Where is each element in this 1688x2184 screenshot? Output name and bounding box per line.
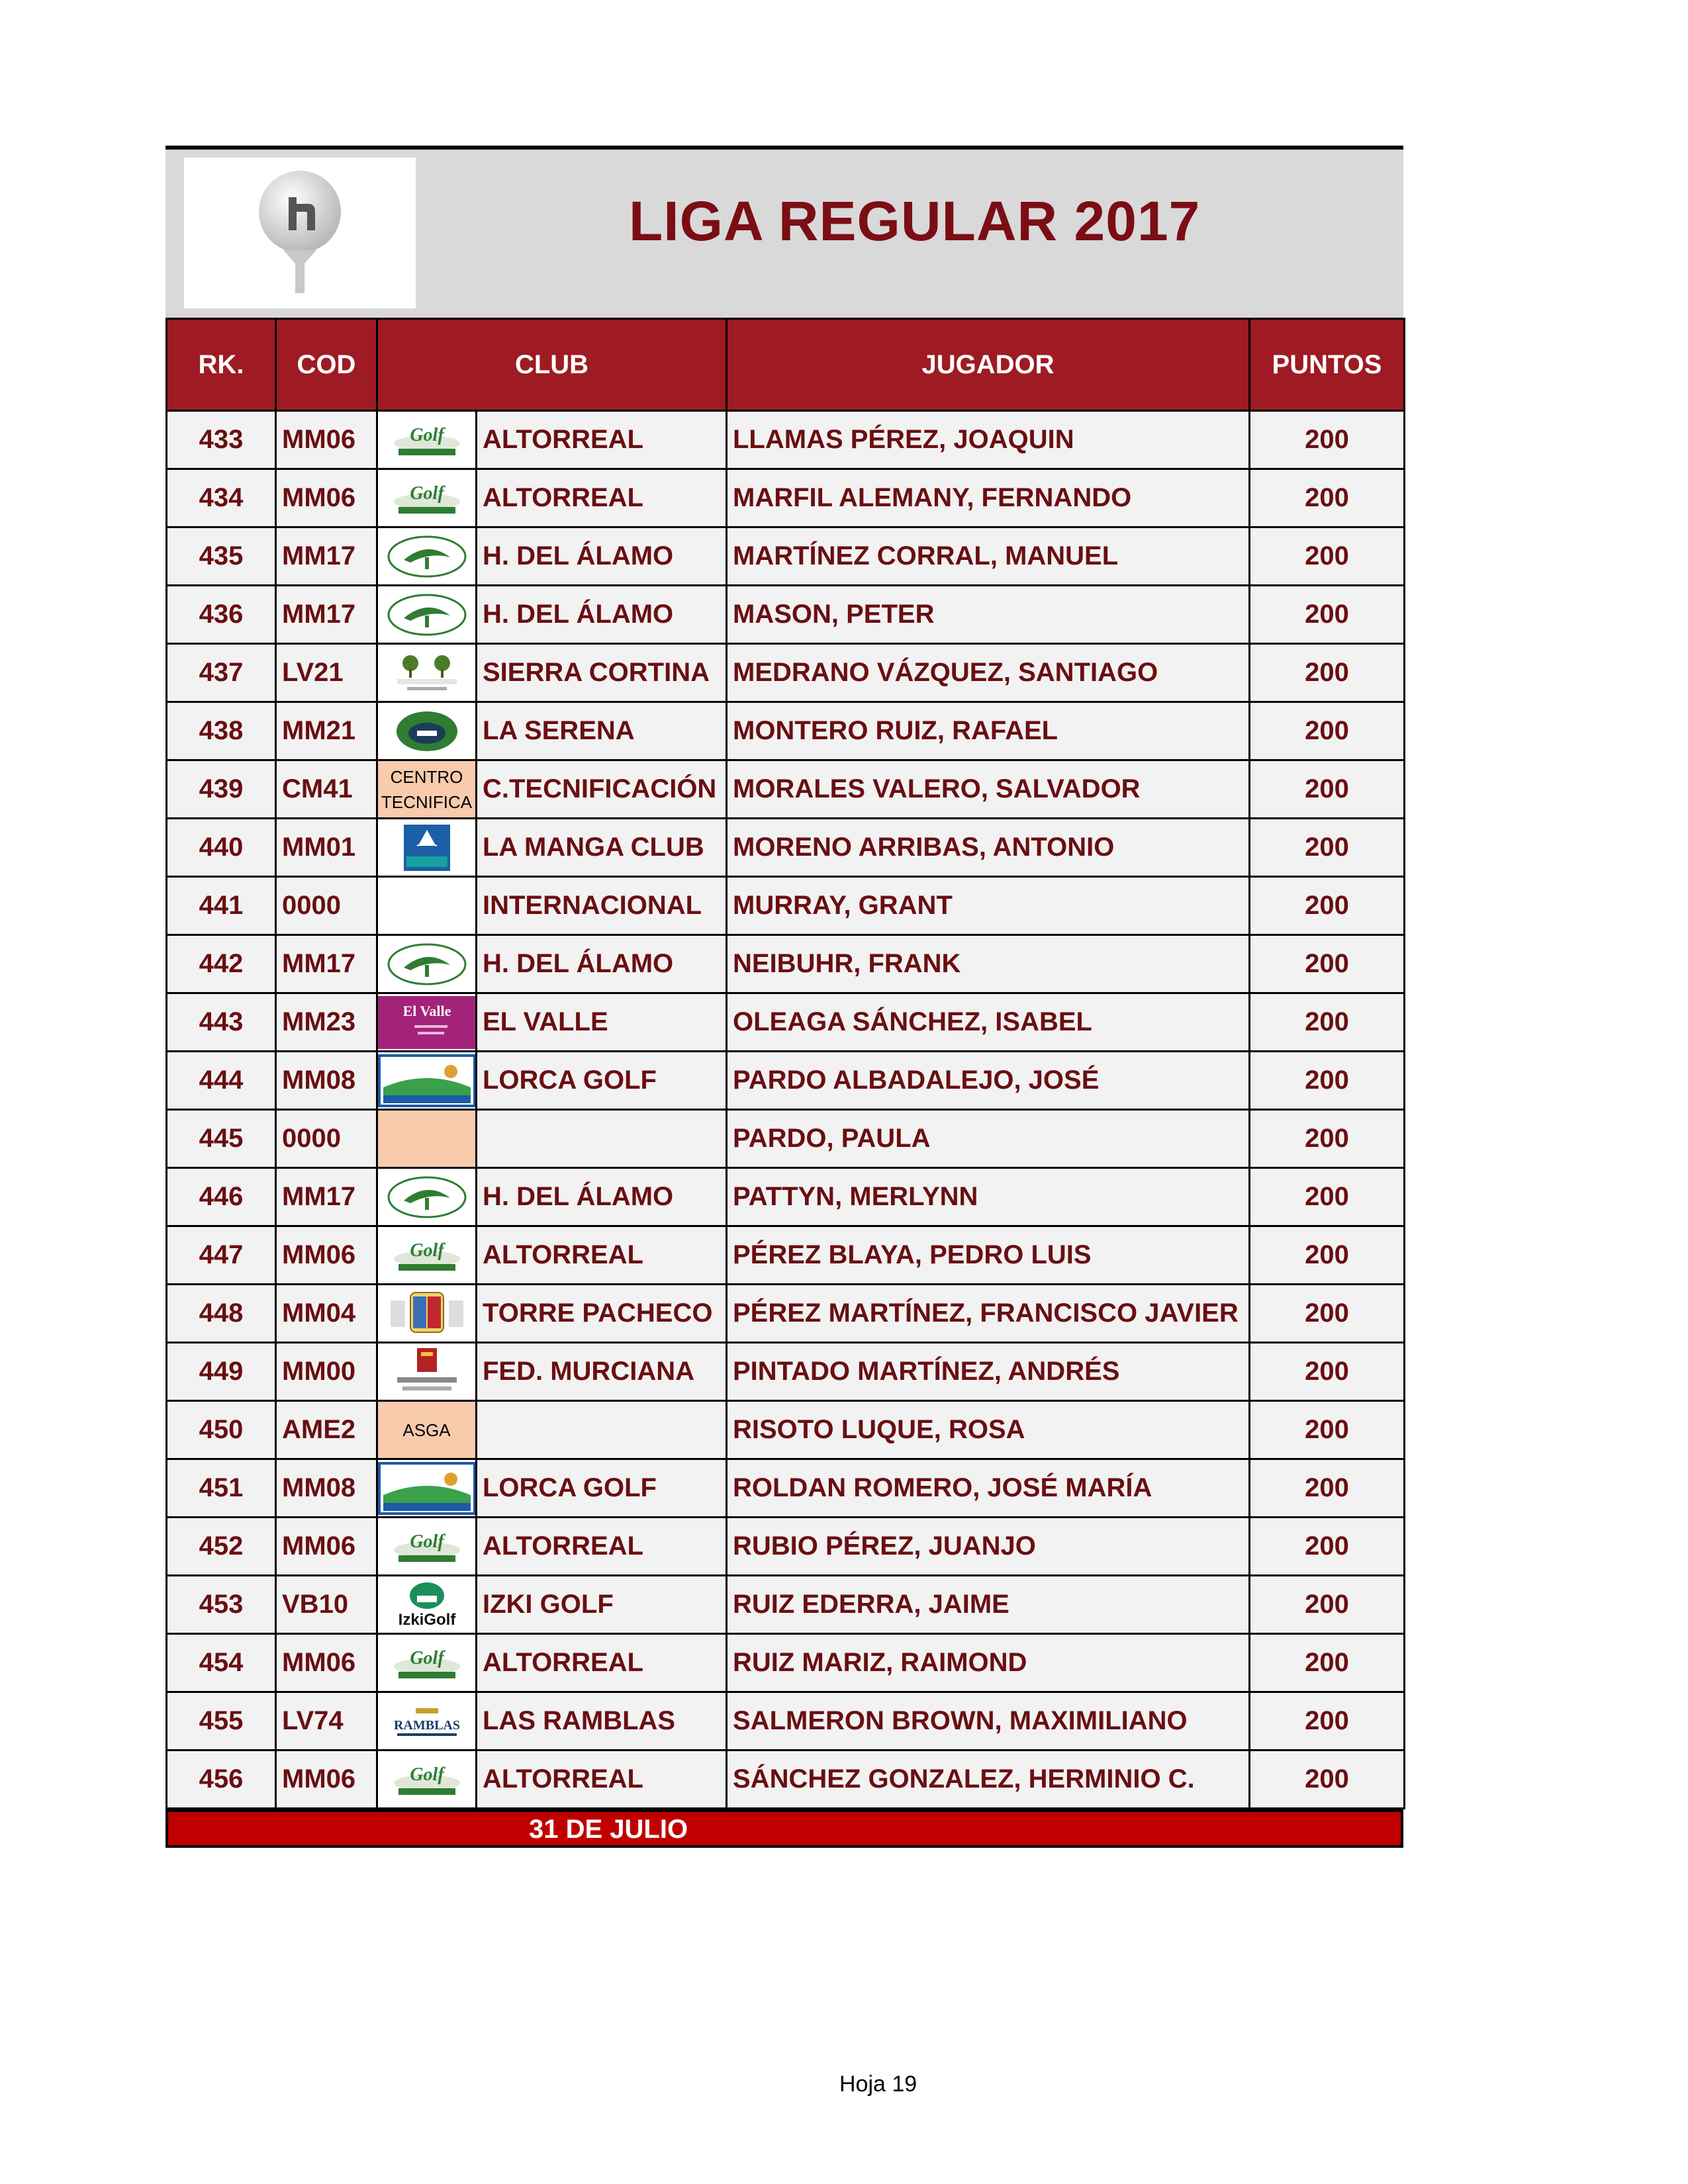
points-cell: 200 — [1250, 469, 1405, 527]
centro-line1: CENTRO — [390, 766, 463, 787]
player-cell: MONTERO RUIZ, RAFAEL — [727, 702, 1250, 760]
altorreal-word: Golf — [409, 424, 444, 445]
points-cell: 200 — [1250, 1226, 1405, 1285]
club-cell: IZKI GOLF — [477, 1576, 727, 1634]
club-cell: FED. MURCIANA — [477, 1343, 727, 1401]
la-manga-logo — [377, 819, 477, 877]
club-cell: ALTORREAL — [477, 1634, 727, 1692]
rank-cell: 450 — [167, 1401, 276, 1459]
player-cell: PATTYN, MERLYNN — [727, 1168, 1250, 1226]
torre-pacheco-logo — [377, 1285, 477, 1343]
player-cell: MORENO ARRIBAS, ANTONIO — [727, 819, 1250, 877]
header-rk: RK. — [167, 319, 276, 411]
points-cell: 200 — [1250, 1576, 1405, 1634]
club-cell: LAS RAMBLAS — [477, 1692, 727, 1751]
league-logo — [184, 158, 416, 308]
table-row — [167, 819, 1405, 877]
player-cell: RUBIO PÉREZ, JUANJO — [727, 1518, 1250, 1576]
rank-cell: 443 — [167, 993, 276, 1052]
player-cell: OLEAGA SÁNCHEZ, ISABEL — [727, 993, 1250, 1052]
points-cell: 200 — [1250, 1459, 1405, 1518]
code-cell: MM06 — [276, 1634, 377, 1692]
table-row — [167, 411, 1405, 469]
club-cell: H. DEL ÁLAMO — [477, 1168, 727, 1226]
header-club: CLUB — [377, 319, 727, 411]
las-ramblas-logo — [377, 1692, 477, 1751]
centro-line2: TECNIFICA — [381, 792, 473, 812]
altorreal-word: Golf — [409, 1764, 444, 1785]
table-body — [167, 411, 1405, 1809]
golf-ball-tee-icon — [184, 158, 416, 308]
club-cell — [477, 1401, 727, 1459]
lorca-logo — [377, 1052, 477, 1110]
code-cell: MM04 — [276, 1285, 377, 1343]
points-cell: 200 — [1250, 411, 1405, 469]
club-cell: LA SERENA — [477, 702, 727, 760]
table-row — [167, 1634, 1405, 1692]
points-cell: 200 — [1250, 993, 1405, 1052]
code-cell: MM17 — [276, 1168, 377, 1226]
ramblas-word: RAMBLAS — [393, 1717, 460, 1733]
footer-date-band — [165, 1809, 1403, 1848]
el-valle-word: El Valle — [402, 1002, 451, 1019]
player-cell: MORALES VALERO, SALVADOR — [727, 760, 1250, 819]
points-cell: 200 — [1250, 1168, 1405, 1226]
points-cell: 200 — [1250, 935, 1405, 993]
club-cell: SIERRA CORTINA — [477, 644, 727, 702]
points-cell: 200 — [1250, 702, 1405, 760]
player-cell: MARTÍNEZ CORRAL, MANUEL — [727, 527, 1250, 586]
la-serena-logo — [377, 702, 477, 760]
ranking-sheet — [165, 146, 1403, 1848]
code-cell: 0000 — [276, 877, 377, 935]
header-jugador: JUGADOR — [727, 319, 1250, 411]
code-cell: LV74 — [276, 1692, 377, 1751]
code-cell: 0000 — [276, 1110, 377, 1168]
ranking-table — [165, 318, 1405, 1809]
points-cell: 200 — [1250, 1343, 1405, 1401]
rank-cell: 435 — [167, 527, 276, 586]
player-cell: ROLDAN ROMERO, JOSÉ MARÍA — [727, 1459, 1250, 1518]
player-cell: SALMERON BROWN, MAXIMILIANO — [727, 1692, 1250, 1751]
altorreal-word: Golf — [409, 1647, 444, 1668]
altorreal-word: Golf — [409, 1240, 444, 1261]
club-cell: C.TECNIFICACIÓN — [477, 760, 727, 819]
club-cell: INTERNACIONAL — [477, 877, 727, 935]
title-band — [165, 146, 1403, 318]
club-cell: H. DEL ÁLAMO — [477, 527, 727, 586]
table-row — [167, 644, 1405, 702]
points-cell: 200 — [1250, 1692, 1405, 1751]
altorreal-logo — [377, 1634, 477, 1692]
rank-cell: 436 — [167, 586, 276, 644]
code-cell: VB10 — [276, 1576, 377, 1634]
rank-cell: 448 — [167, 1285, 276, 1343]
alamo-logo — [377, 586, 477, 644]
rank-cell: 449 — [167, 1343, 276, 1401]
club-cell: ALTORREAL — [477, 1751, 727, 1809]
rank-cell: 441 — [167, 877, 276, 935]
club-cell: ALTORREAL — [477, 1226, 727, 1285]
rank-cell: 451 — [167, 1459, 276, 1518]
points-cell: 200 — [1250, 527, 1405, 586]
table-row — [167, 1751, 1405, 1809]
el-valle-logo — [377, 993, 477, 1052]
header-puntos: PUNTOS — [1250, 319, 1405, 411]
rank-cell: 442 — [167, 935, 276, 993]
lorca-logo — [377, 1459, 477, 1518]
sierra-cortina-logo — [377, 644, 477, 702]
player-cell: PINTADO MARTÍNEZ, ANDRÉS — [727, 1343, 1250, 1401]
table-row — [167, 935, 1405, 993]
player-cell: NEIBUHR, FRANK — [727, 935, 1250, 993]
player-cell: LLAMAS PÉREZ, JOAQUIN — [727, 411, 1250, 469]
player-cell: MURRAY, GRANT — [727, 877, 1250, 935]
code-cell: MM06 — [276, 1226, 377, 1285]
player-cell: PARDO, PAULA — [727, 1110, 1250, 1168]
points-cell: 200 — [1250, 1518, 1405, 1576]
club-cell: LORCA GOLF — [477, 1459, 727, 1518]
code-cell: CM41 — [276, 760, 377, 819]
points-cell: 200 — [1250, 644, 1405, 702]
club-cell: LA MANGA CLUB — [477, 819, 727, 877]
table-row — [167, 527, 1405, 586]
table-row — [167, 469, 1405, 527]
rank-cell: 454 — [167, 1634, 276, 1692]
rank-cell: 437 — [167, 644, 276, 702]
rank-cell: 444 — [167, 1052, 276, 1110]
altorreal-logo — [377, 1751, 477, 1809]
alamo-logo — [377, 527, 477, 586]
table-row — [167, 1576, 1405, 1634]
player-cell: MASON, PETER — [727, 586, 1250, 644]
fed-murciana-logo — [377, 1343, 477, 1401]
rank-cell: 434 — [167, 469, 276, 527]
table-row — [167, 1110, 1405, 1168]
table-row — [167, 1285, 1405, 1343]
rank-cell: 453 — [167, 1576, 276, 1634]
rank-cell: 439 — [167, 760, 276, 819]
points-cell: 200 — [1250, 1285, 1405, 1343]
table-row — [167, 877, 1405, 935]
rank-cell: 456 — [167, 1751, 276, 1809]
points-cell: 200 — [1250, 760, 1405, 819]
club-cell — [477, 1110, 727, 1168]
table-row — [167, 1226, 1405, 1285]
altorreal-logo — [377, 1518, 477, 1576]
club-cell: ALTORREAL — [477, 1518, 727, 1576]
none — [377, 877, 477, 935]
table-row — [167, 1518, 1405, 1576]
code-cell: MM21 — [276, 702, 377, 760]
rank-cell: 438 — [167, 702, 276, 760]
rank-cell: 446 — [167, 1168, 276, 1226]
points-cell: 200 — [1250, 1634, 1405, 1692]
points-cell: 200 — [1250, 586, 1405, 644]
points-cell: 200 — [1250, 877, 1405, 935]
alamo-logo — [377, 935, 477, 993]
code-cell: MM06 — [276, 411, 377, 469]
centro-tecnifica-text — [377, 760, 477, 819]
izki-word: IzkiGolf — [398, 1610, 455, 1629]
rank-cell: 452 — [167, 1518, 276, 1576]
club-cell: H. DEL ÁLAMO — [477, 935, 727, 993]
rank-cell: 455 — [167, 1692, 276, 1751]
code-cell: MM00 — [276, 1343, 377, 1401]
rank-cell: 440 — [167, 819, 276, 877]
table-row — [167, 993, 1405, 1052]
alamo-logo — [377, 1168, 477, 1226]
table-row — [167, 1401, 1405, 1459]
player-cell: PARDO ALBADALEJO, JOSÉ — [727, 1052, 1250, 1110]
code-cell: MM17 — [276, 527, 377, 586]
table-row — [167, 1692, 1405, 1751]
table-row — [167, 1168, 1405, 1226]
player-cell: PÉREZ BLAYA, PEDRO LUIS — [727, 1226, 1250, 1285]
table-row — [167, 586, 1405, 644]
points-cell: 200 — [1250, 1401, 1405, 1459]
player-cell: MEDRANO VÁZQUEZ, SANTIAGO — [727, 644, 1250, 702]
player-cell: PÉREZ MARTÍNEZ, FRANCISCO JAVIER — [727, 1285, 1250, 1343]
code-cell: MM17 — [276, 935, 377, 993]
player-cell: MARFIL ALEMANY, FERNANDO — [727, 469, 1250, 527]
points-cell: 200 — [1250, 1110, 1405, 1168]
club-cell: LORCA GOLF — [477, 1052, 727, 1110]
club-cell: TORRE PACHECO — [477, 1285, 727, 1343]
code-cell: MM23 — [276, 993, 377, 1052]
code-cell: AME2 — [276, 1401, 377, 1459]
points-cell: 200 — [1250, 1751, 1405, 1809]
code-cell: MM17 — [276, 586, 377, 644]
table-row — [167, 1343, 1405, 1401]
table-row — [167, 1459, 1405, 1518]
table-row — [167, 1052, 1405, 1110]
club-cell: EL VALLE — [477, 993, 727, 1052]
asga-text — [377, 1401, 477, 1459]
izki-logo — [377, 1576, 477, 1634]
code-cell: MM06 — [276, 469, 377, 527]
footer-date: 31 DE JULIO — [529, 1815, 688, 1844]
code-cell: MM08 — [276, 1459, 377, 1518]
header-cod: COD — [276, 319, 377, 411]
code-cell: LV21 — [276, 644, 377, 702]
code-cell: MM06 — [276, 1518, 377, 1576]
code-cell: MM06 — [276, 1751, 377, 1809]
altorreal-word: Golf — [409, 1531, 444, 1552]
rank-cell: 447 — [167, 1226, 276, 1285]
points-cell: 200 — [1250, 819, 1405, 877]
club-cell: ALTORREAL — [477, 469, 727, 527]
peach-blank — [377, 1110, 477, 1168]
rank-cell: 433 — [167, 411, 276, 469]
player-cell: RISOTO LUQUE, ROSA — [727, 1401, 1250, 1459]
player-cell: RUIZ EDERRA, JAIME — [727, 1576, 1250, 1634]
table-row — [167, 702, 1405, 760]
page-title: LIGA REGULAR 2017 — [629, 190, 1201, 252]
club-cell: H. DEL ÁLAMO — [477, 586, 727, 644]
altorreal-logo — [377, 411, 477, 469]
asga-text: ASGA — [402, 1420, 451, 1440]
table-row — [167, 760, 1405, 819]
altorreal-logo — [377, 1226, 477, 1285]
page-label: Hoja 19 — [839, 2071, 917, 2097]
player-cell: SÁNCHEZ GONZALEZ, HERMINIO C. — [727, 1751, 1250, 1809]
rank-cell: 445 — [167, 1110, 276, 1168]
points-cell: 200 — [1250, 1052, 1405, 1110]
club-cell: ALTORREAL — [477, 411, 727, 469]
table-header — [167, 319, 1405, 411]
altorreal-logo — [377, 469, 477, 527]
code-cell: MM01 — [276, 819, 377, 877]
altorreal-word: Golf — [409, 482, 444, 504]
player-cell: RUIZ MARIZ, RAIMOND — [727, 1634, 1250, 1692]
code-cell: MM08 — [276, 1052, 377, 1110]
